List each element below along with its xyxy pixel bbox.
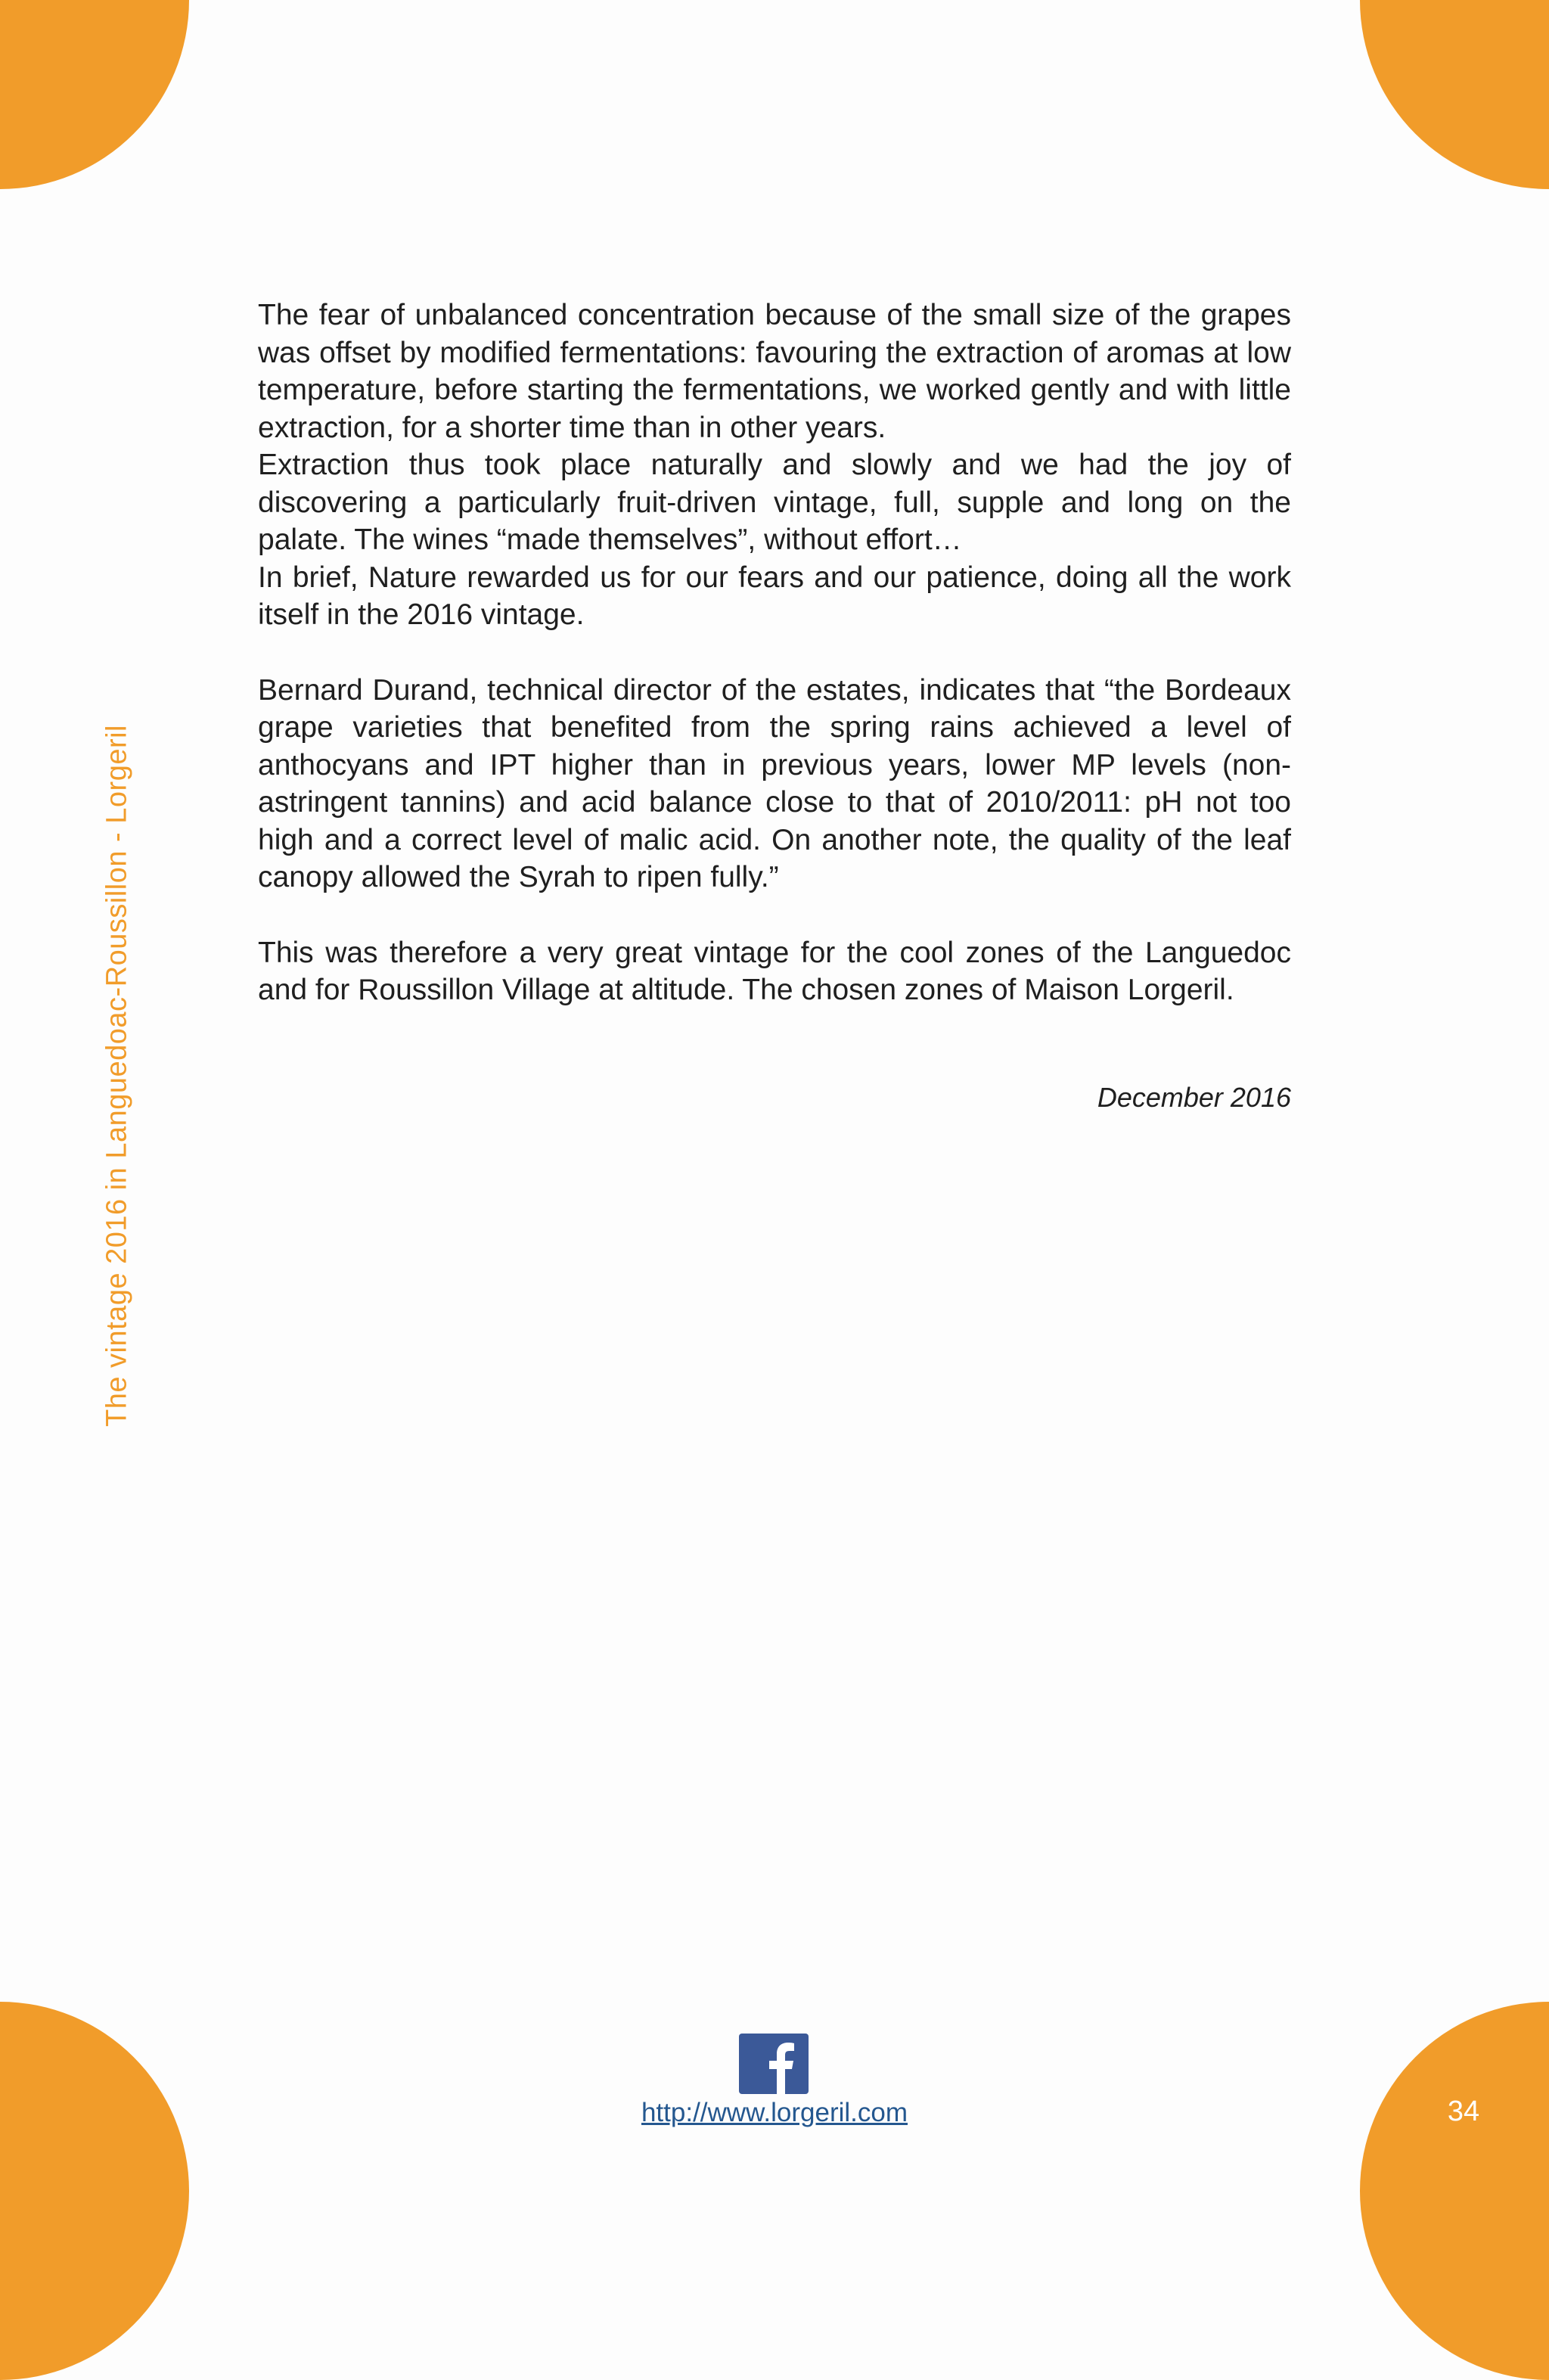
body-text (258, 297, 1291, 1009)
website-link[interactable]: http://www.lorgeril.com (641, 2098, 908, 2127)
paragraph: Bernard Durand, technical director of the estates, indicates that “the Bordeaux grape varieties that benefited from the spring rains achieved a level of anthocyans and IPT higher than in previous years, lower MP levels (non-astringent tannins) and acid balance close to that of 2010/2011: pH not too high and a correct level of malic acid. On another note, the quality of the leaf canopy allowed the Syrah to ripen fully.” (258, 673, 1291, 893)
corner-decoration-top-right (1360, 0, 1549, 189)
corner-decoration-bottom-left (0, 2002, 189, 2380)
paragraph: Extraction thus took place naturally and slowly and we had the joy of discovering a particularly fruit-driven vintage, full, supple and long on the palate. The wines “made themselves”, without effort… (258, 449, 1291, 556)
paragraph: In brief, Nature rewarded us for our fears and our patience, doing all the work itself in the 2016 vintage. (258, 561, 1291, 631)
paragraph: This was therefore a very great vintage for the cool zones of the Languedoc and for Roussillon Village at altitude. The chosen zones of Maison Lorgeril. (258, 936, 1291, 1006)
corner-decoration-bottom-right (1360, 2002, 1549, 2380)
corner-decoration-top-left (0, 0, 189, 189)
side-title: The vintage 2016 in Languedoac-Roussillon - Lorgeril (101, 724, 133, 1428)
page-number: 34 (1447, 2096, 1480, 2127)
date: December 2016 (1097, 1082, 1291, 1113)
facebook-icon[interactable] (739, 2034, 809, 2094)
paragraph: The fear of unbalanced concentration because of the small size of the grapes was offset by modified fermentations: favouring the extraction of aromas at low temperature, before starting the fermentations, we worked gently and with little extraction, for a shorter time than in other years. (258, 299, 1291, 444)
